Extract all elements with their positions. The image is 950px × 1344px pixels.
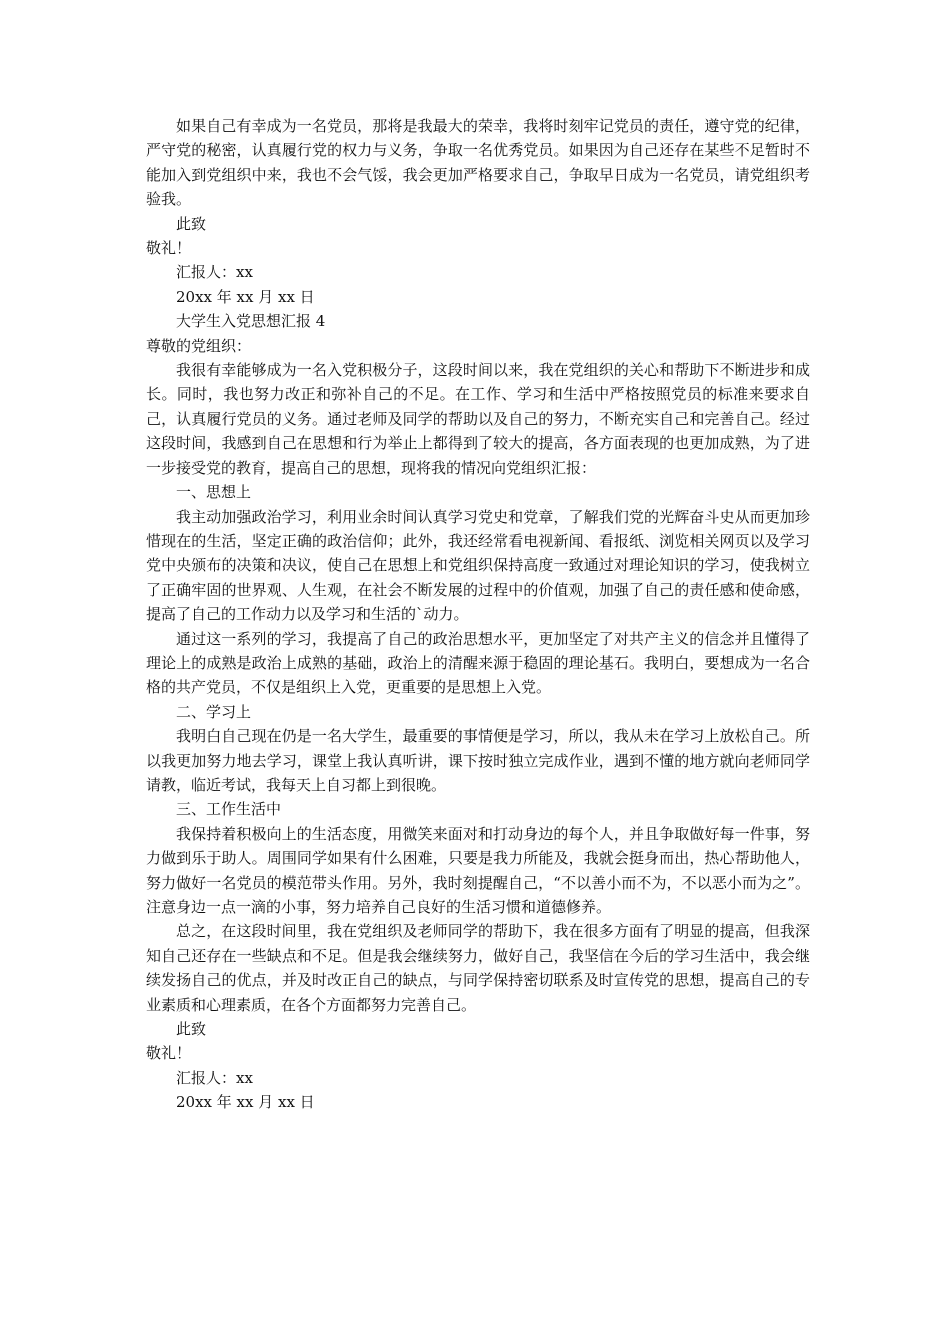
date-line: 20xx 年 xx 月 xx 日 <box>176 287 315 306</box>
salutation: 尊敬的党组织： <box>146 336 252 355</box>
closing-cizhi-2: 此致 <box>176 1020 207 1039</box>
paragraph-summary: 总之，在这段时间里，我在党组织及老师同学的帮助下，我在很多方面有了明显的提高，但我深知自己还存在一些缺点和不足。但是我会继续努力，做好自己，我坚信在今后的学习生活中，我会继续发扬自己的优点，并及时改正自己的缺点，与同学保持密切联系及时宣传党的思想，提高自己的专业素质和心理素质，在各个方面都努力完善自己。 <box>146 922 810 1014</box>
reporter-line-2: 汇报人：xx <box>176 1068 253 1087</box>
document-page <box>146 114 810 1115</box>
reporter-line: 汇报人：xx <box>176 263 253 282</box>
paragraph-thought-2: 通过这一系列的学习，我提高了自己的政治思想水平，更加坚定了对共产主义的信念并且懂得了理论上的成熟是政治上成熟的基础，政治上的清醒来源于稳固的理论基石。我明白，要想成为一名合格的共产党员，不仅是组织上入党，更重要的是思想上入党。 <box>146 629 810 697</box>
section-heading-life: 三、工作生活中 <box>176 800 282 819</box>
section-heading-study: 二、学习上 <box>176 702 252 721</box>
paragraph-thought-1: 我主动加强政治学习，利用业余时间认真学习党史和党章，了解我们党的光辉奋斗史从而更加珍惜现在的生活，坚定正确的政治信仰；此外，我还经常看电视新闻、看报纸、浏览相关网页以及学习党中央颁布的决策和决议，使自己在思想上和党组织保持高度一致通过对理论知识的学习，使我树立了正确牢固的世界观、人生观，在社会不断发展的过程中的价值观，加强了自己的责任感和使命感，提高了自己的工作动力以及学习和生活的`动力。 <box>146 507 810 624</box>
closing-cizhi: 此致 <box>176 214 207 233</box>
paragraph-life: 我保持着积极向上的生活态度，用微笑来面对和打动身边的每个人，并且争取做好每一件事，努力做到乐于助人。周围同学如果有什么困难，只要是我力所能及，我就会挺身而出，热心帮助他人，努力做好一名党员的模范带头作用。另外，我时刻提醒自己，“不以善小而不为，不以恶小而为之”。注意身边一点一滴的小事，努力培养自己良好的生活习惯和道德修养。 <box>146 824 810 916</box>
closing-jingli-2: 敬礼！ <box>146 1044 192 1063</box>
report-title: 大学生入党思想汇报 4 <box>176 312 326 331</box>
paragraph-intro: 如果自己有幸成为一名党员，那将是我最大的荣幸，我将时刻牢记党员的责任，遵守党的纪律，严守党的秘密，认真履行党的权力与义务，争取一名优秀党员。如果因为自己还存在某些不足暂时不能加入到党组织中来，我也不会气馁，我会更加严格要求自己，争取早日成为一名党员，请党组织考验我。 <box>146 117 810 209</box>
paragraph-study: 我明白自己现在仍是一名大学生，最重要的事情便是学习，所以，我从未在学习上放松自己。所以我更加努力地去学习，课堂上我认真听讲，课下按时独立完成作业，遇到不懂的地方就向老师同学请教，临近考试，我每天上自习都上到很晚。 <box>146 727 810 794</box>
paragraph-opening: 我很有幸能够成为一名入党积极分子，这段时间以来，我在党组织的关心和帮助下不断进步和成长。同时，我也努力改正和弥补自己的不足。在工作、学习和生活中严格按照党员的标准来要求自己，认真履行党员的义务。通过老师及同学的帮助以及自己的努力，不断充实自己和完善自己。经过这段时间，我感到自己在思想和行为举止上都得到了较大的提高，各方面表现的也更加成熟，为了进一步接受党的教育，提高自己的思想，现将我的情况向党组织汇报： <box>146 361 810 477</box>
closing-jingli: 敬礼！ <box>146 239 192 258</box>
date-line-2: 20xx 年 xx 月 xx 日 <box>176 1093 315 1112</box>
section-heading-thought: 一、思想上 <box>176 483 252 502</box>
